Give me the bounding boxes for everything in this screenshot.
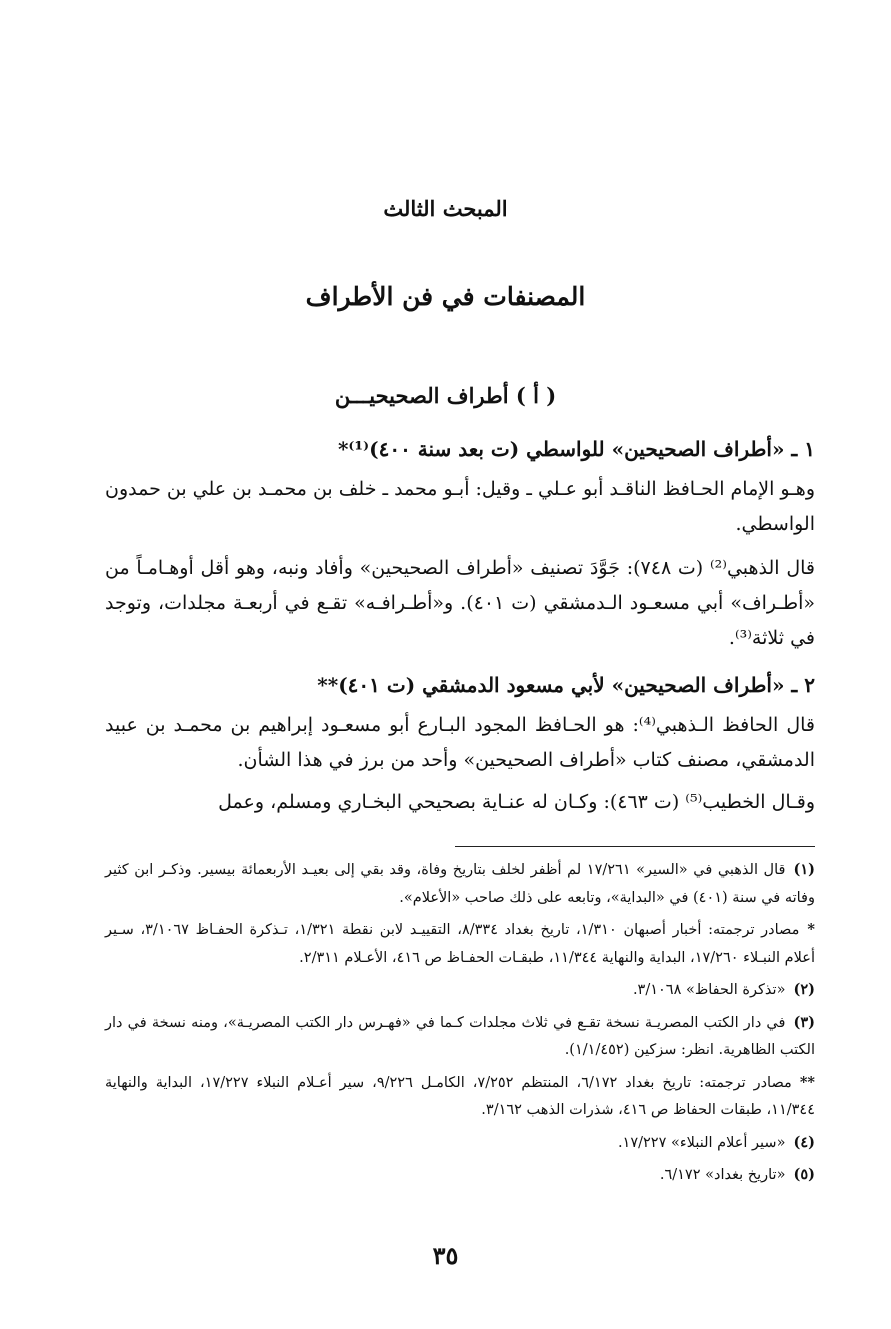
chapter-title: المصنفات في فن الأطراف <box>305 282 586 311</box>
footnote-5 <box>105 1161 815 1190</box>
footnote-star <box>105 916 815 972</box>
footnote-1 <box>105 856 815 912</box>
page-number: ٣٥ <box>432 1241 459 1270</box>
footnote-marker: (٣) <box>793 1013 815 1031</box>
footnote-4 <box>105 1129 815 1158</box>
section-heading: المبحث الثالث <box>383 196 508 221</box>
footnote-double-star <box>105 1069 815 1125</box>
entry-2-title: ٢ ـ «أطراف الصحيحين» لأبي مسعود الدمشقي (ت ٤٠١)** <box>317 673 815 697</box>
footnotes <box>105 856 815 1194</box>
footnote-marker: (١) <box>793 861 815 878</box>
footnote-marker: (٥) <box>793 1166 815 1183</box>
footnote-3 <box>105 1009 815 1065</box>
footnote-2 <box>105 976 815 1005</box>
footnote-text: مصادر ترجمته: تاريخ بغداد ٦/١٧٢، المنتظم ٧/٢٥٢، الكامـل ٩/٢٢٦، سير أعـلام النبلاء ١٧/٢٢٧، البداية والنهاية ١١/٣٤٤، طبقات الحفاظ ص ٤١٦، شذرات الذهب ٣/١٦٢. <box>105 1074 815 1118</box>
footnote-marker: (٤) <box>793 1133 815 1151</box>
footnote-text: «تذكرة الحفاظ» ٣/١٠٦٨. <box>632 982 786 998</box>
footnote-text: «تاريخ بغداد» ٦/١٧٢. <box>659 1167 786 1183</box>
entry-1-paragraph-1: وهـو الإمام الحـافظ الناقـد أبو عـلي ـ وقيل: أبـو محمد ـ خلف بن محمـد بن علي بن حمدون الواسطي. <box>104 478 815 535</box>
entry-1-paragraph-2: قال الذهبي⁽²⁾ (ت ٧٤٨): جَوَّدَ تصنيف «أطراف الصحيحين» وأفاد ونبه، وهو أقل أوهـامـاً من «أطـراف» أبي مسعـود الـدمشقي (ت ٤٠١). و«أطـرافـه» تقـع في أربعـة مجلدات، وتوجد في ثلاثة⁽³⁾. <box>105 557 816 649</box>
entry-2-paragraph-1: قال الحافظ الـذهبي⁽⁴⁾: هو الحـافظ المجود البـارع أبو مسعـود إبراهيم بن محمـد بن عبيد الدمشقي، مصنف كتاب «أطراف الصحيحين» وأحد من برز في هذا الشأن. <box>105 714 816 771</box>
footnote-marker: (٢) <box>793 981 815 998</box>
footnote-text: مصادر ترجمته: أخبار أصبهان ١/٣١٠، تاريخ بغداد ٨/٣٣٤، التقييـد لابن نقطة ١/٣٢١، تـذكرة الحفـاظ ٣/١٠٦٧، سـير أعلام النبـلاء ١٧/٢٦٠، البداية والنهاية ١١/٣٤٤، طبقـات الحفـاظ ص ٤١٦، الأعـلام ٢/٣١١. <box>105 922 815 966</box>
footnote-marker: ** <box>799 1073 815 1091</box>
footnote-text: «سير أعلام النبلاء» ١٧/٢٢٧. <box>617 1134 786 1151</box>
footnote-text: في دار الكتب المصريـة نسخة تقـع في ثلاث مجلدات كـما في «فهـرس دار الكتب المصريـة»، ومنه نسخة في دار الكتب الظاهرية. انظر: سزكين (١/١/٤٥٢). <box>105 1014 815 1058</box>
entry-1-title: ١ ـ «أطراف الصحيحين» للواسطي (ت بعد سنة ٤٠٠)⁽¹⁾* <box>337 437 815 461</box>
footnote-marker: * <box>807 921 815 938</box>
entry-2-paragraph-2: وقـال الخطيب⁽⁵⁾ (ت ٤٦٣): وكـان له عنـاية بصحيحي البخـاري ومسلم، وعمل <box>218 791 815 813</box>
subsection-heading: ( أ ) أطراف الصحيحيـــن <box>334 383 557 408</box>
footnote-text: قال الذهبي في «السير» ١٧/٢٦١ لم أظفر لخلف بتاريخ وفاة، وقد بقي إلى بعيـد الأربعمائة بيسير. وذكـر ابن كثير وفاته في سنة (٤٠١) في «البداية»، وتابعه على ذلك صاحب «الأعلام». <box>105 862 815 906</box>
footnote-separator <box>455 846 815 847</box>
